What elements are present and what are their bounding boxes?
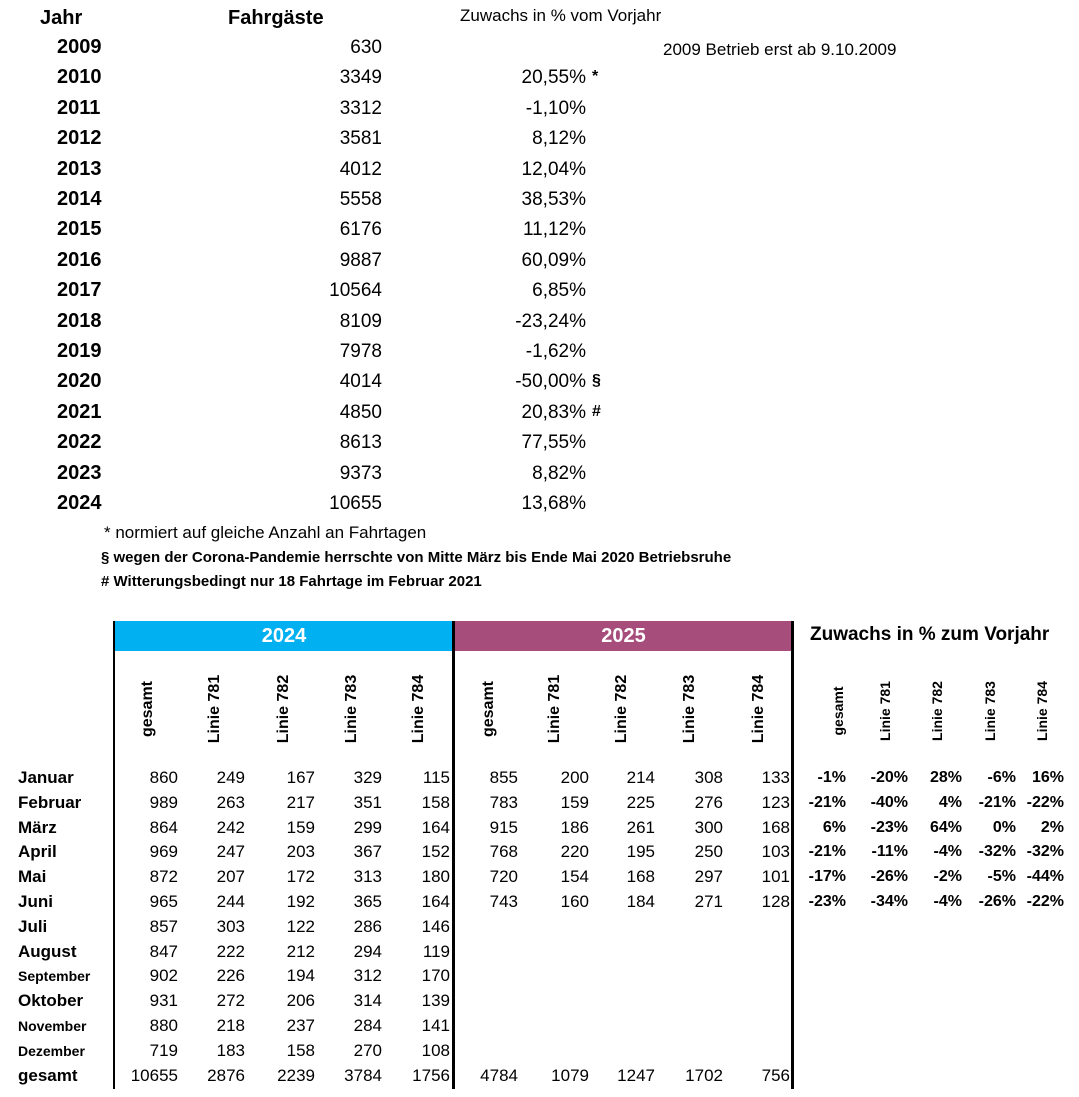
cell-value-a: 180 bbox=[421, 867, 450, 887]
row-month-label: August bbox=[18, 941, 77, 961]
passenger-count: 10655 bbox=[329, 493, 382, 514]
cell-value-a: 170 bbox=[421, 966, 450, 986]
cell-value-a: 313 bbox=[353, 867, 382, 887]
cell-growth: 4% bbox=[938, 793, 962, 811]
cell-value-a: 857 bbox=[149, 916, 178, 936]
year-label: 2022 bbox=[57, 431, 102, 454]
cell-growth: -44% bbox=[1026, 868, 1064, 886]
cell-value-b: 756 bbox=[761, 1065, 790, 1085]
cell-value-b: 195 bbox=[626, 842, 655, 862]
change-percent: 8,12% bbox=[532, 128, 586, 150]
cell-value-a: 719 bbox=[149, 1040, 178, 1060]
column-header-a: gesamt bbox=[139, 680, 156, 738]
cell-value-a: 286 bbox=[353, 916, 382, 936]
footnote-witterung: # Witterungsbedingt nur 18 Fahrtage im Februar 2021 bbox=[101, 573, 482, 590]
cell-value-a: 158 bbox=[421, 792, 450, 812]
passenger-count: 630 bbox=[350, 37, 382, 58]
cell-value-b: 4784 bbox=[480, 1065, 518, 1085]
cell-growth: -32% bbox=[978, 843, 1016, 861]
column-header-b: Linie 782 bbox=[613, 674, 630, 744]
year-label: 2011 bbox=[57, 96, 101, 119]
change-percent: -50,00% bbox=[515, 371, 586, 393]
cell-value-a: 249 bbox=[216, 768, 245, 787]
cell-growth: -26% bbox=[978, 893, 1016, 910]
cell-growth: -23% bbox=[808, 893, 846, 910]
year-label: 2012 bbox=[57, 127, 102, 150]
note-2009: 2009 Betrieb erst ab 9.10.2009 bbox=[663, 40, 897, 59]
cell-value-a: 965 bbox=[149, 892, 178, 911]
cell-value-a: 164 bbox=[421, 817, 450, 837]
cell-growth: 28% bbox=[929, 769, 962, 786]
year-label: 2009 bbox=[57, 36, 102, 58]
cell-growth: -4% bbox=[933, 843, 962, 861]
change-marker: # bbox=[592, 402, 601, 420]
cell-value-a: 299 bbox=[353, 817, 382, 837]
growth-title: Zuwachs in % zum Vorjahr bbox=[810, 624, 1050, 645]
cell-value-a: 864 bbox=[149, 817, 178, 837]
cell-value-a: 284 bbox=[353, 1016, 382, 1035]
year-label: 2013 bbox=[57, 157, 102, 180]
cell-growth: -21% bbox=[808, 843, 846, 861]
cell-value-a: 203 bbox=[286, 842, 315, 862]
cell-value-a: 329 bbox=[353, 768, 382, 787]
passenger-count: 4014 bbox=[339, 371, 382, 393]
column-header-a: Linie 784 bbox=[410, 674, 427, 744]
cell-value-b: 720 bbox=[489, 867, 518, 887]
column-header-b: Linie 783 bbox=[681, 674, 698, 744]
cell-value-a: 222 bbox=[216, 941, 245, 961]
cell-value-a: 139 bbox=[421, 991, 450, 1011]
change-percent: -1,62% bbox=[525, 341, 586, 362]
cell-value-a: 226 bbox=[216, 966, 245, 986]
cell-growth: -40% bbox=[870, 793, 908, 811]
year-label: 2016 bbox=[57, 248, 102, 271]
row-month-label: September bbox=[18, 968, 91, 985]
cell-value-b: 783 bbox=[489, 792, 518, 812]
change-percent: 6,85% bbox=[532, 280, 586, 302]
cell-value-a: 10655 bbox=[130, 1065, 178, 1085]
column-header-growth: gesamt bbox=[830, 686, 846, 736]
cell-value-b: 168 bbox=[761, 817, 790, 837]
cell-value-a: 270 bbox=[353, 1040, 382, 1060]
year-band-2025: 2025 bbox=[455, 621, 792, 651]
passenger-count: 4850 bbox=[339, 401, 382, 423]
cell-value-a: 860 bbox=[149, 768, 178, 787]
cell-value-b: 123 bbox=[761, 792, 790, 812]
change-percent: -23,24% bbox=[515, 310, 586, 332]
cell-value-a: 172 bbox=[286, 867, 315, 887]
row-month-label: April bbox=[18, 842, 57, 862]
passenger-count: 5558 bbox=[339, 189, 382, 210]
passenger-count: 3349 bbox=[339, 67, 382, 89]
cell-value-b: 225 bbox=[626, 792, 655, 812]
row-month-label: Juli bbox=[18, 916, 48, 936]
cell-value-a: 3784 bbox=[344, 1065, 382, 1085]
cell-value-b: 855 bbox=[489, 768, 518, 787]
cell-growth: 64% bbox=[929, 818, 962, 836]
header-fahrgaeste: Fahrgäste bbox=[228, 7, 324, 29]
change-percent: 38,53% bbox=[521, 189, 586, 210]
cell-value-b: 160 bbox=[560, 892, 589, 911]
change-percent: 12,04% bbox=[521, 158, 586, 180]
cell-growth: -20% bbox=[870, 769, 908, 786]
year-label: 2018 bbox=[57, 309, 102, 332]
cell-value-a: 212 bbox=[286, 941, 315, 961]
cell-value-a: 847 bbox=[149, 941, 178, 961]
cell-value-a: 152 bbox=[421, 842, 450, 862]
column-header-growth: Linie 783 bbox=[982, 681, 998, 741]
passenger-count: 3312 bbox=[339, 97, 382, 119]
passenger-count: 10564 bbox=[329, 280, 382, 302]
cell-growth: 16% bbox=[1031, 769, 1064, 786]
cell-value-a: 158 bbox=[286, 1040, 315, 1060]
cell-growth: -11% bbox=[871, 843, 908, 861]
cell-growth: 6% bbox=[822, 818, 846, 836]
cell-value-a: 312 bbox=[353, 966, 382, 986]
year-label: 2021 bbox=[57, 400, 102, 423]
change-percent: 60,09% bbox=[521, 249, 586, 271]
row-month-label: November bbox=[18, 1018, 87, 1034]
cell-value-b: 1079 bbox=[551, 1065, 589, 1085]
column-header-a: Linie 781 bbox=[206, 674, 223, 744]
row-month-label: März bbox=[18, 817, 57, 837]
cell-growth: -32% bbox=[1026, 843, 1064, 861]
cell-value-a: 207 bbox=[216, 867, 245, 887]
footnote-normiert: * normiert auf gleiche Anzahl an Fahrtagen bbox=[104, 523, 427, 542]
cell-value-a: 194 bbox=[286, 966, 315, 986]
cell-value-b: 271 bbox=[694, 892, 723, 911]
cell-value-b: 261 bbox=[626, 817, 655, 837]
column-header-b: gesamt bbox=[480, 680, 497, 738]
cell-value-b: 300 bbox=[694, 817, 723, 837]
cell-value-a: 2876 bbox=[207, 1065, 245, 1085]
passenger-count: 9373 bbox=[339, 462, 382, 484]
change-marker: * bbox=[592, 68, 599, 86]
divider-left bbox=[113, 621, 115, 1089]
passenger-count: 4012 bbox=[339, 158, 382, 180]
cell-growth: -21% bbox=[808, 793, 846, 811]
cell-value-b: 308 bbox=[694, 768, 723, 787]
cell-value-b: 184 bbox=[626, 892, 655, 911]
cell-value-a: 872 bbox=[149, 867, 178, 887]
cell-value-a: 206 bbox=[286, 991, 315, 1011]
column-header-growth: Linie 782 bbox=[929, 681, 945, 741]
cell-growth: -22% bbox=[1026, 893, 1064, 910]
column-header-a: Linie 783 bbox=[343, 674, 360, 744]
change-percent: 20,55% bbox=[521, 67, 586, 89]
cell-value-a: 1756 bbox=[412, 1065, 450, 1085]
cell-value-a: 931 bbox=[149, 991, 178, 1011]
row-month-label: Mai bbox=[18, 867, 47, 887]
cell-growth: -23% bbox=[870, 818, 908, 836]
cell-value-a: 192 bbox=[286, 892, 315, 911]
divider-middle bbox=[452, 621, 455, 1089]
cell-growth: -2% bbox=[933, 868, 962, 886]
cell-value-b: 250 bbox=[694, 842, 723, 862]
row-month-label: Februar bbox=[18, 792, 82, 812]
cell-growth: -22% bbox=[1026, 793, 1064, 811]
cell-value-a: 141 bbox=[421, 1016, 450, 1035]
column-header-b: Linie 784 bbox=[750, 674, 767, 744]
cell-growth: 0% bbox=[992, 818, 1016, 836]
passenger-count: 7978 bbox=[339, 341, 382, 362]
cell-value-b: 159 bbox=[560, 792, 589, 812]
cell-value-a: 237 bbox=[286, 1016, 315, 1035]
divider-right bbox=[791, 621, 794, 1089]
cell-value-a: 989 bbox=[149, 792, 178, 812]
cell-value-b: 743 bbox=[489, 892, 518, 911]
cell-value-a: 303 bbox=[216, 916, 245, 936]
passenger-count: 3581 bbox=[339, 128, 382, 150]
passenger-count: 9887 bbox=[339, 249, 382, 271]
cell-value-a: 164 bbox=[421, 892, 450, 911]
footnote-corona: § wegen der Corona-Pandemie herrschte von Mitte März bis Ende Mai 2020 Betriebsruhe bbox=[101, 549, 732, 566]
header-zuwachs: Zuwachs in % vom Vorjahr bbox=[460, 6, 662, 25]
cell-value-a: 247 bbox=[216, 842, 245, 862]
cell-growth: -6% bbox=[987, 769, 1016, 786]
cell-value-b: 220 bbox=[560, 842, 589, 862]
cell-value-b: 200 bbox=[560, 768, 589, 787]
cell-value-b: 768 bbox=[489, 842, 518, 862]
cell-value-a: 365 bbox=[353, 892, 382, 911]
row-month-label: Oktober bbox=[18, 991, 84, 1011]
cell-value-a: 314 bbox=[353, 991, 382, 1011]
cell-value-a: 159 bbox=[286, 817, 315, 837]
row-month-label: Januar bbox=[18, 768, 74, 787]
passenger-count: 8109 bbox=[339, 310, 382, 332]
year-label: 2014 bbox=[57, 188, 102, 210]
cell-growth: -5% bbox=[987, 868, 1016, 886]
cell-value-b: 1702 bbox=[685, 1065, 723, 1085]
cell-value-a: 969 bbox=[149, 842, 178, 862]
cell-value-b: 168 bbox=[626, 867, 655, 887]
cell-growth: -21% bbox=[978, 793, 1016, 811]
cell-value-b: 101 bbox=[761, 867, 790, 887]
cell-value-a: 351 bbox=[353, 792, 382, 812]
column-header-growth: Linie 784 bbox=[1034, 681, 1050, 741]
cell-value-b: 1247 bbox=[617, 1065, 655, 1085]
cell-value-a: 294 bbox=[353, 941, 382, 961]
cell-growth: -4% bbox=[933, 893, 962, 910]
cell-value-a: 146 bbox=[421, 916, 450, 936]
cell-growth: -26% bbox=[870, 868, 908, 886]
row-month-label: Juni bbox=[18, 892, 53, 911]
cell-value-a: 115 bbox=[422, 768, 450, 787]
change-marker: § bbox=[592, 372, 601, 390]
cell-value-a: 119 bbox=[422, 941, 450, 961]
cell-growth: 2% bbox=[1040, 818, 1064, 836]
cell-value-a: 218 bbox=[216, 1016, 245, 1035]
cell-value-b: 214 bbox=[626, 768, 655, 787]
cell-value-a: 880 bbox=[149, 1016, 178, 1035]
cell-value-b: 133 bbox=[761, 768, 790, 787]
cell-value-a: 167 bbox=[286, 768, 315, 787]
cell-value-b: 128 bbox=[761, 892, 790, 911]
cell-value-b: 186 bbox=[560, 817, 589, 837]
cell-value-a: 242 bbox=[216, 817, 245, 837]
row-month-label: Dezember bbox=[18, 1042, 85, 1059]
cell-value-a: 367 bbox=[353, 842, 382, 862]
cell-value-b: 915 bbox=[489, 817, 518, 837]
cell-value-a: 902 bbox=[149, 966, 178, 986]
change-percent: -1,10% bbox=[525, 97, 586, 119]
cell-value-b: 297 bbox=[694, 867, 723, 887]
cell-growth: -17% bbox=[808, 868, 846, 886]
cell-growth: -1% bbox=[817, 769, 846, 786]
year-label: 2017 bbox=[57, 279, 102, 302]
change-percent: 20,83% bbox=[521, 401, 586, 423]
header-jahr: Jahr bbox=[40, 7, 83, 29]
year-label: 2019 bbox=[57, 340, 102, 362]
cell-value-b: 276 bbox=[694, 792, 723, 812]
cell-value-a: 122 bbox=[286, 916, 315, 936]
passenger-count: 6176 bbox=[339, 219, 382, 241]
cell-value-a: 272 bbox=[216, 991, 245, 1011]
cell-value-a: 244 bbox=[216, 892, 245, 911]
cell-value-a: 183 bbox=[216, 1040, 245, 1060]
change-percent: 8,82% bbox=[532, 462, 586, 484]
change-percent: 77,55% bbox=[521, 432, 586, 454]
cell-value-b: 154 bbox=[560, 867, 589, 887]
cell-value-a: 108 bbox=[421, 1040, 450, 1060]
column-header-growth: Linie 781 bbox=[877, 681, 893, 741]
year-label: 2023 bbox=[57, 461, 102, 484]
passenger-count: 8613 bbox=[339, 432, 382, 454]
cell-value-a: 2239 bbox=[277, 1065, 315, 1085]
change-percent: 11,12% bbox=[522, 219, 586, 241]
cell-value-a: 263 bbox=[216, 792, 245, 812]
row-month-label: gesamt bbox=[18, 1065, 78, 1085]
column-header-b: Linie 781 bbox=[546, 674, 563, 744]
column-header-a: Linie 782 bbox=[275, 674, 292, 744]
cell-value-b: 103 bbox=[761, 842, 790, 862]
year-label: 2010 bbox=[57, 66, 102, 89]
cell-value-a: 217 bbox=[286, 792, 315, 812]
year-label: 2015 bbox=[57, 218, 102, 241]
year-label: 2024 bbox=[57, 492, 102, 514]
year-band-2024: 2024 bbox=[115, 621, 453, 651]
year-label: 2020 bbox=[57, 370, 102, 393]
cell-growth: -34% bbox=[870, 893, 908, 910]
change-percent: 13,68% bbox=[521, 493, 586, 514]
